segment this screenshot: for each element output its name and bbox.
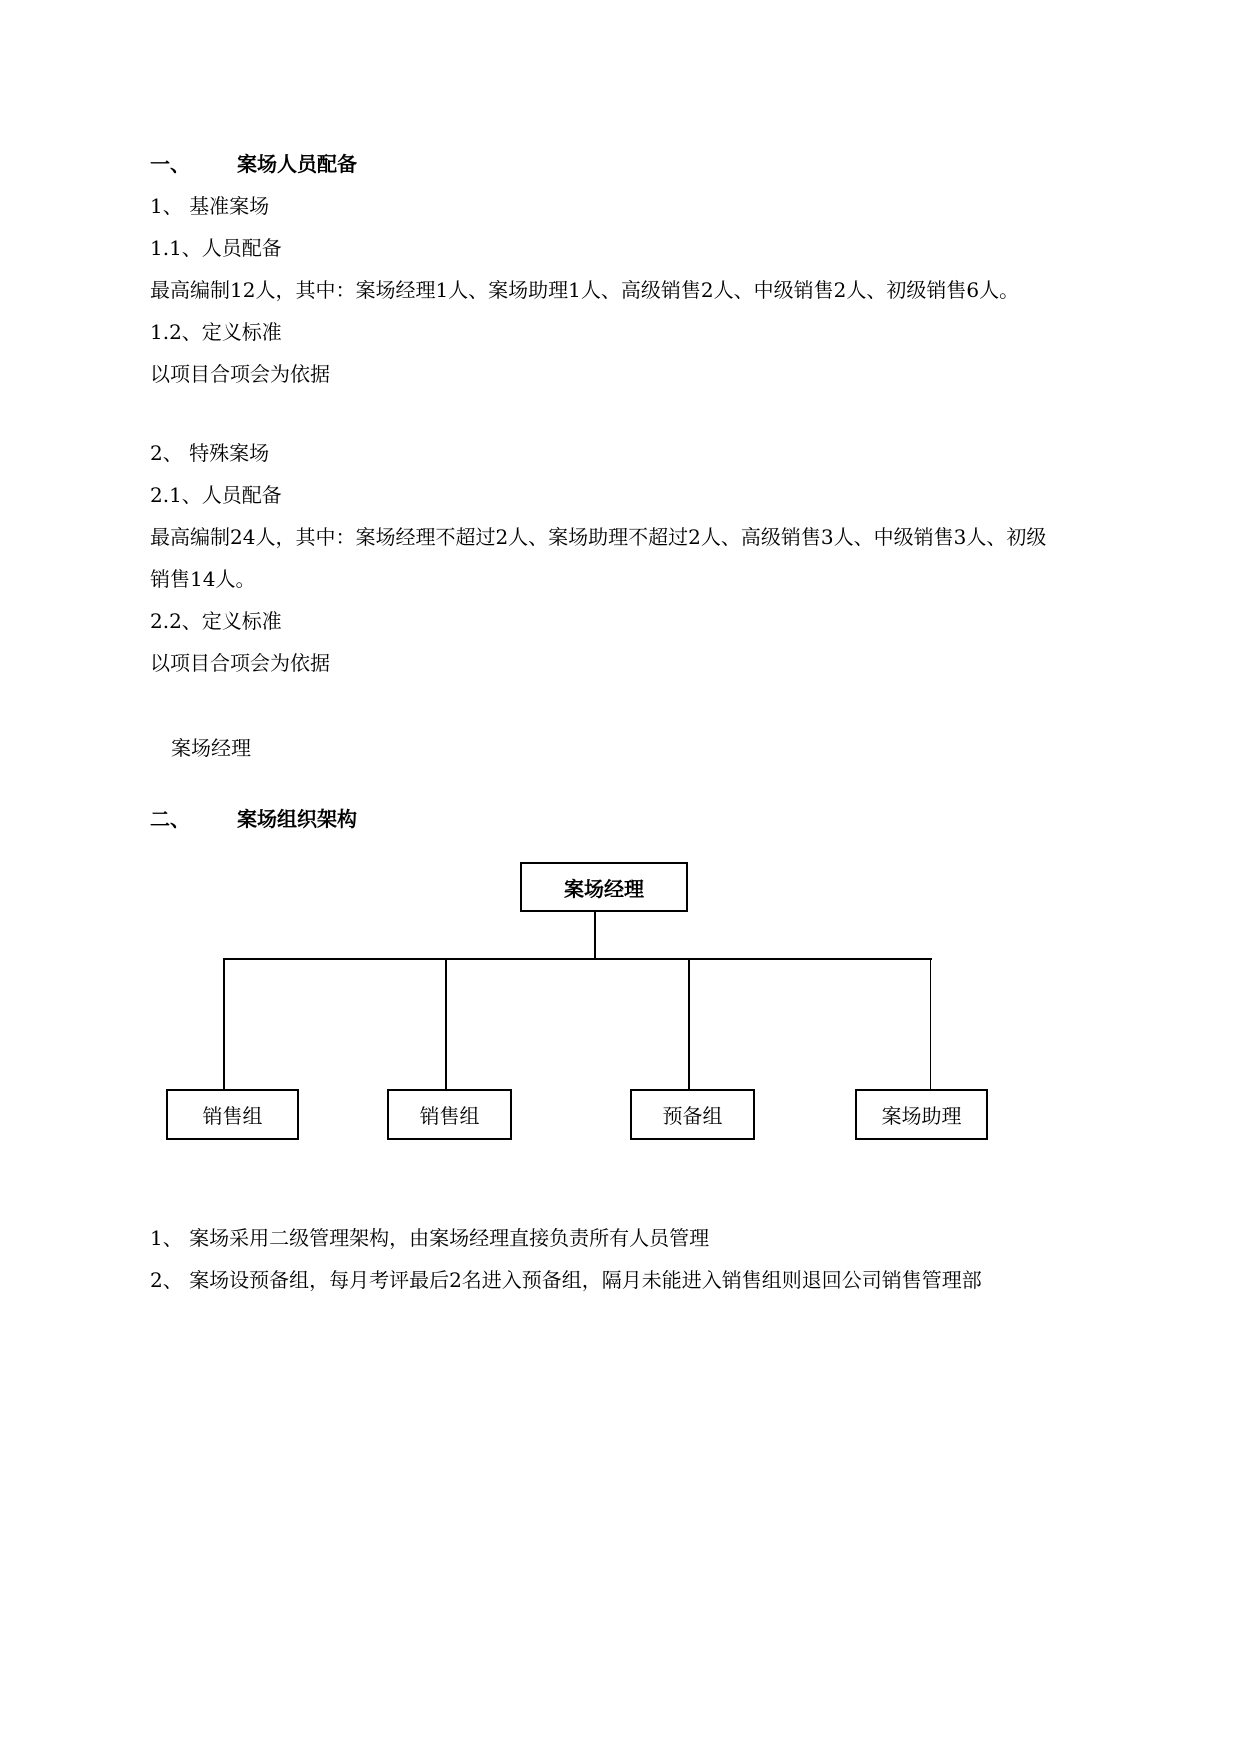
org-child-box xyxy=(630,1089,755,1140)
org-branch-connector xyxy=(445,958,447,1090)
org-child-box xyxy=(166,1089,299,1140)
org-child-box xyxy=(387,1089,512,1140)
sub1-2-heading: 1.2、定义标准 xyxy=(150,320,282,344)
org-root-label: 案场经理 xyxy=(564,876,644,901)
note-item: 2、 案场设预备组，每月考评最后2名进入预备组，隔月未能进入销售组则退回公司销售管理部 xyxy=(150,1268,982,1292)
org-branch-connector xyxy=(223,958,225,1090)
section1-number: 一、 xyxy=(150,152,190,176)
sub1-1-paragraph: 最高编制12人，其中：案场经理1人、案场助理1人、高级销售2人、中级销售2人、初级销售6人。 xyxy=(150,278,1020,302)
org-branch-connector xyxy=(688,958,690,1090)
org-child-label: 销售组 xyxy=(202,1104,263,1128)
org-root-connector xyxy=(594,912,596,959)
org-child-label: 案场助理 xyxy=(881,1104,962,1128)
sub2-1-paragraph-line1: 最高编制24人，其中：案场经理不超过2人、案场助理不超过2人、高级销售3人、中级销售3人、初级 xyxy=(150,525,1047,549)
org-child-label: 预备组 xyxy=(662,1104,723,1128)
org-root-box xyxy=(520,862,688,912)
org-child-label: 销售组 xyxy=(419,1104,480,1128)
sub1-2-paragraph: 以项目合项会为依据 xyxy=(150,362,330,386)
section2-title: 案场组织架构 xyxy=(237,807,357,831)
org-child-box xyxy=(855,1089,988,1140)
sub1-heading: 1、 基准案场 xyxy=(150,194,270,218)
sub2-1-heading: 2.1、人员配备 xyxy=(150,483,282,507)
section2-number: 二、 xyxy=(150,807,190,831)
stray-label: 案场经理 xyxy=(171,736,251,760)
org-horizontal-connector xyxy=(223,958,932,960)
org-branch-connector xyxy=(930,958,931,1090)
sub2-2-heading: 2.2、定义标准 xyxy=(150,609,282,633)
sub2-heading: 2、 特殊案场 xyxy=(150,441,270,465)
sub2-2-paragraph: 以项目合项会为依据 xyxy=(150,651,330,675)
sub2-1-paragraph-line2: 销售14人。 xyxy=(150,567,256,591)
section1-title: 案场人员配备 xyxy=(237,152,357,176)
sub1-1-heading: 1.1、人员配备 xyxy=(150,236,282,260)
note-item: 1、 案场采用二级管理架构，由案场经理直接负责所有人员管理 xyxy=(150,1226,710,1250)
